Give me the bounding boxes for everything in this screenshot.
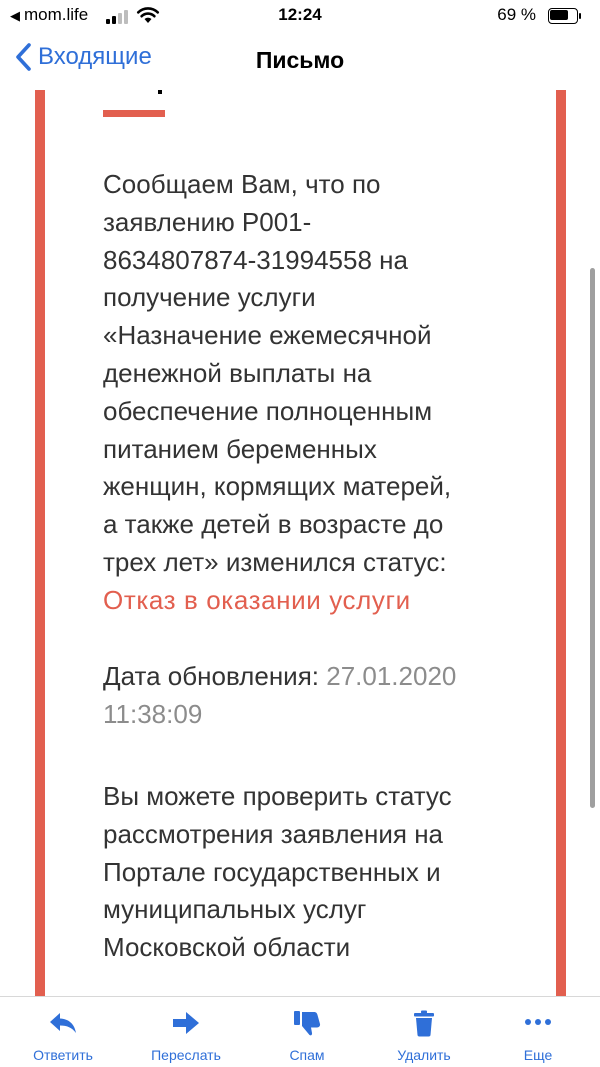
battery-percentage: 69 %	[497, 5, 536, 24]
reply-button[interactable]	[8, 997, 118, 1067]
text-line: получение услуги	[103, 282, 316, 313]
back-button-label: Входящие	[38, 43, 152, 70]
more-label: Еще	[523, 1047, 553, 1063]
battery-icon	[548, 8, 582, 24]
text-line: питанием беременных	[103, 433, 377, 464]
email-frame-right-border	[556, 90, 566, 996]
spam-label: Спам	[289, 1047, 325, 1063]
text-line: обеспечение полноценным	[103, 395, 433, 426]
status-bar	[0, 0, 600, 34]
reply-label: Ответить	[33, 1047, 93, 1063]
text-line: трех лет» изменился статус:	[103, 546, 447, 577]
status-notice-paragraph	[103, 166, 523, 620]
update-date-value: 27.01.2020	[326, 661, 457, 691]
delete-label: Удалить	[397, 1047, 451, 1063]
text-line: денежной выплаты на	[103, 357, 372, 388]
thumbs-down-icon	[293, 1009, 321, 1037]
text-line: Вы можете проверить статус	[103, 781, 452, 811]
back-triangle-icon: ◀	[10, 8, 20, 23]
email-body[interactable]	[0, 90, 600, 996]
forward-label: Переслать	[151, 1047, 221, 1063]
update-date-label: Дата обновления:	[103, 661, 319, 691]
delete-button[interactable]	[369, 997, 479, 1067]
trash-icon	[410, 1009, 438, 1037]
text-line: Портале государственных и	[103, 856, 441, 887]
scrollbar[interactable]	[590, 268, 595, 808]
text-line: а также детей в возрасте до	[103, 509, 444, 540]
header-underline	[103, 110, 165, 117]
forward-button[interactable]	[131, 997, 241, 1067]
email-frame-left-border	[35, 90, 45, 996]
text-line: 8634807874-31994558 на	[103, 244, 408, 275]
decorative-dot	[158, 90, 162, 94]
portal-info-paragraph	[103, 778, 523, 967]
bottom-toolbar	[0, 996, 600, 1067]
text-line: «Назначение ежемесячной	[103, 320, 432, 351]
more-dots-icon	[524, 1009, 552, 1037]
text-line: женщин, кормящих матерей,	[103, 471, 452, 502]
application-status: Отказ в оказании услуги	[103, 584, 411, 615]
text-line: Московской области	[103, 932, 351, 963]
spam-button[interactable]	[252, 997, 362, 1067]
text-line: муниципальных услуг	[103, 894, 367, 925]
update-time-value: 11:38:09	[103, 698, 203, 729]
forward-arrow-icon	[172, 1009, 200, 1037]
page-title: Письмо	[255, 47, 345, 73]
more-button[interactable]	[483, 997, 593, 1067]
clock: 12:24	[278, 5, 322, 24]
text-line: заявлению P001-	[103, 206, 312, 237]
reply-icon	[49, 1009, 77, 1037]
back-app-label: mom.life	[24, 5, 89, 24]
navigation-bar	[0, 34, 600, 90]
text-line: Сообщаем Вам, что по	[103, 169, 381, 199]
text-line: рассмотрения заявления на	[103, 818, 444, 849]
update-date-paragraph	[103, 658, 523, 734]
